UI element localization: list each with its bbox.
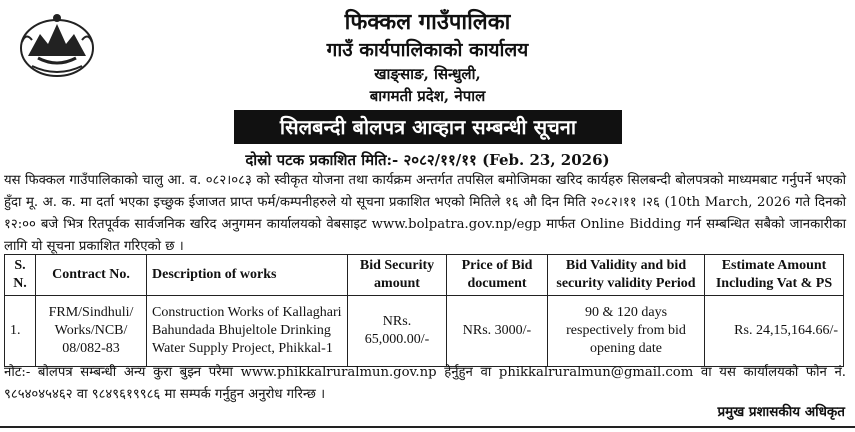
office-name: गाउँ कार्यपालिकाको कार्यालय — [326, 39, 529, 61]
cell-price: NRs. 3000/- — [447, 296, 548, 367]
bottom-rule — [0, 426, 855, 428]
header-sn: S. N. — [5, 255, 36, 296]
notice-title: सिलबन्दी बोलपत्र आव्हान सम्बन्धी सूचना — [234, 110, 622, 144]
footer-note: नोट:- बोलपत्र सम्बन्धी अन्य कुरा बुझ्न परेमा www.phikkalruralmun.gov.np हेर्नुहुन वा phikkalruralmun@gmail.com वा यस कार्यालयको फोन नं. ९८५४०४५४६२ वा ९८४९६१९९८६ मा सम्पर्क गर्नुहुन अनुरोध गरिन्छ । — [4, 365, 846, 402]
notice-body: यस फिक्कल गाउँपालिकाको चालु आ. व. ०८२।०८३ को स्वीकृत योजना तथा कार्यक्रम अन्तर्गत तपसिल बमोजिमका खरिद कार्यहरु सिलबन्दी बोलपत्रको माध्यमबाट गर्नुपर्ने भएको हुँदा मू. अ. क. मा दर्ता भएका इच्छुक ईजाजत प्राप्त फर्म/कम्पनीहरुले यो सूचना प्रकाशित भएको मितिले १६ औ दिन मिति २०८२।११ ।२६ (10th March, 2026 गते दिनको १२:०० बजे भित्र रितपूर्वक सार्वजनिक खरिद अनुगमन कार्यालयको वेबसाइट www.bolpatra.gov.np/egp मार्फत Online Bidding गर्न सम्बन्धित सबैको जानकारीका लागि यो सूचना प्रकाशित गरिएको छ । — [4, 173, 846, 254]
works-table — [4, 254, 844, 367]
header-bid-security: Bid Security amount — [348, 255, 447, 296]
cell-sn: 1. — [5, 296, 36, 367]
address-local: खाङ्साङ, सिन्धुली, — [374, 65, 481, 83]
cell-description: Construction Works of Kallaghari Bahundada Bhujeltole Drinking Water Supply Project, Phikkal-1 — [147, 296, 348, 367]
header-price: Price of Bid document — [447, 255, 548, 296]
signatory-title: प्रमुख प्रशासकीय अधिकृत — [717, 404, 845, 420]
org-name: फिक्कल गाउँपालिका — [344, 9, 511, 35]
publication-date-line: दोस्रो पटक प्रकाशित मिति:- २०८२/११/११ (Feb. 23, 2026) — [245, 151, 610, 169]
header-description: Description of works — [147, 255, 348, 296]
header-contract-no: Contract No. — [36, 255, 147, 296]
cell-estimate: Rs. 24,15,164.66/- — [705, 296, 844, 367]
table-row — [5, 296, 844, 367]
table-header-row — [5, 255, 844, 296]
cell-validity: 90 & 120 days respectively from bid opening date — [548, 296, 705, 367]
address-province: बागमती प्रदेश, नेपाल — [369, 87, 486, 105]
header-validity: Bid Validity and bid security validity Period — [548, 255, 705, 296]
header-estimate: Estimate Amount Including Vat & PS — [705, 255, 844, 296]
cell-contract-no: FRM/Sindhuli/ Works/NCB/ 08/082-83 — [36, 296, 147, 367]
cell-bid-security: NRs. 65,000.00/- — [348, 296, 447, 367]
